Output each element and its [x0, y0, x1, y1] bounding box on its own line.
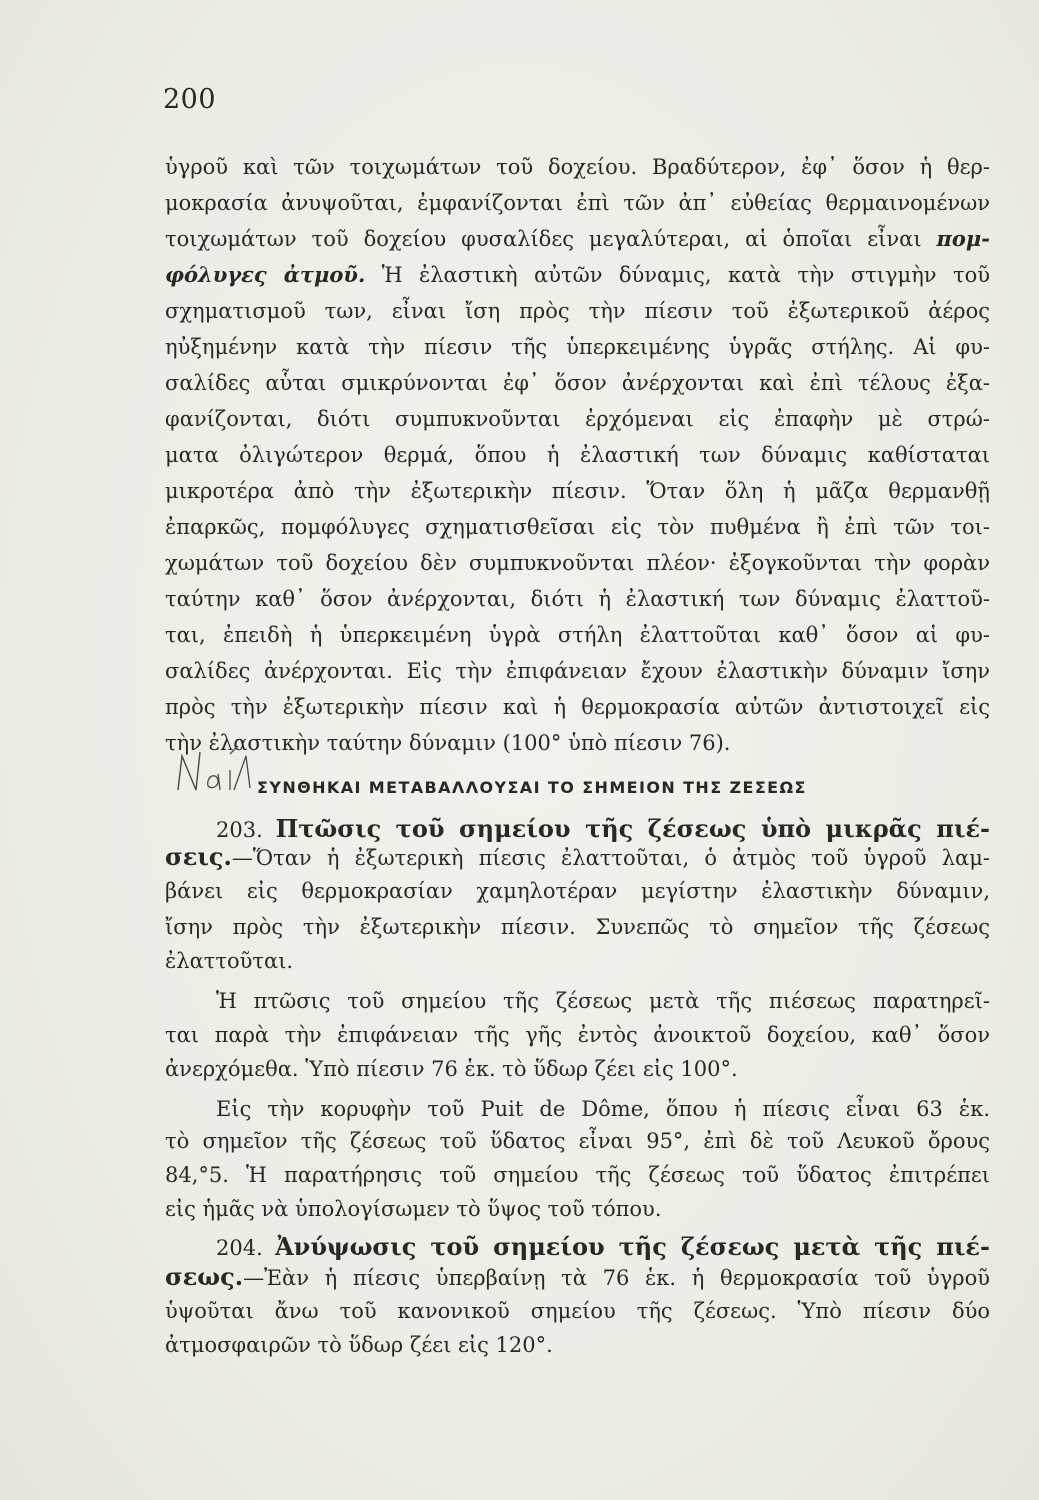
text-line: Ἡ πτῶσις τοῦ σημείου τῆς ζέσεως μετὰ τῆς πιέσεως παρατηρεῖ-: [216, 989, 990, 1013]
text-line: [165, 224, 990, 254]
text-line: σαλίδες ἀνέρχονται. Εἰς τὴν ἐπιφάνειαν ἔχουν ἐλαστικὴν δύναμιν ἴσην: [165, 659, 990, 683]
section-number: 204.: [216, 1236, 263, 1260]
text-line: ματα ὀλιγώτερον θερμά, ὅπου ἡ ἐλαστική των δύναμις καθίσταται: [165, 443, 990, 467]
section-title: Πτῶσις τοῦ σημείου τῆς ζέσεως ὑπὸ μικρᾶς πιέ-: [275, 814, 990, 843]
text-line: [165, 260, 990, 290]
text-line: χωμάτων τοῦ δοχείου δὲν συμπυκνοῦνται πλέον· ἐξογκοῦνται τὴν φορὰν: [165, 551, 990, 575]
text-line: ἐπαρκῶς, πομφόλυγες σχηματισθεῖσαι εἰς τὸν πυθμένα ἢ ἐπὶ τῶν τοι-: [165, 515, 990, 539]
text-line: ται, ἐπειδὴ ἡ ὑπερκειμένη ὑγρὰ στήλη ἐλαττοῦται καθ᾽ ὅσον αἱ φυ-: [165, 623, 990, 647]
section-number: 203.: [216, 818, 263, 842]
section-title-line: [216, 1230, 990, 1265]
text-line: ταύτην καθ᾽ ὅσον ἀνέρχονται, διότι ἡ ἐλαστική των δύναμις ἐλαττοῦ-: [165, 587, 990, 611]
text-line: ται παρὰ τὴν ἐπιφάνειαν τῆς γῆς ἐντὸς ἀνοικτοῦ δοχείου, καθ᾽ ὅσον: [165, 1023, 990, 1047]
italic-term: φόλυγες ἀτμοῦ.: [165, 262, 366, 287]
text-line: βάνει εἰς θερμοκρασίαν χαμηλοτέραν μεγίστην ἐλαστικὴν δύναμιν,: [165, 879, 990, 903]
text-line: φανίζονται, διότι συμπυκνοῦνται ἐρχόμεναι εἰς ἐπαφὴν μὲ στρώ-: [165, 407, 990, 431]
text-line: σαλίδες αὗται σμικρύνονται ἐφ᾽ ὅσον ἀνέρχονται καὶ ἐπὶ τέλους ἐξα-: [165, 371, 990, 395]
page-number: 200: [163, 84, 217, 115]
section-title: σεως.: [165, 1262, 244, 1291]
text-line: μοκρασία ἀνυψοῦται, ἐμφανίζονται ἐπὶ τῶν ἀπ᾽ εὐθείας θερμαινομένων: [165, 191, 990, 215]
text-line: ὑγροῦ καὶ τῶν τοιχωμάτων τοῦ δοχείου. Βραδύτερον, ἐφ᾽ ὅσον ἡ θερ-: [165, 155, 990, 179]
text-line: ἀτμοσφαιρῶν τὸ ὕδωρ ζέει εἰς 120°.: [165, 1333, 553, 1357]
text-line: ἐλαττοῦται.: [165, 949, 294, 973]
text-line: ὑψοῦται ἄνω τοῦ κανονικοῦ σημείου τῆς ζέσεως. Ὑπὸ πίεσιν δύο: [165, 1299, 990, 1323]
text-line: [165, 1262, 990, 1293]
text-line: ἴσην πρὸς τὴν ἐξωτερικὴν πίεσιν. Συνεπῶς τὸ σημεῖον τῆς ζέσεως: [165, 915, 990, 939]
text-span: —Ὅταν ἡ ἐξωτερικὴ πίεσις ἐλαττοῦται, ὁ ἀτμὸς τοῦ ὑγροῦ λαμ-: [231, 846, 990, 870]
section-heading: ΣΥΝΘΗΚΑΙ ΜΕΤΑΒΑΛΛΟΥΣΑΙ ΤΟ ΣΗΜΕΙΟΝ ΤΗΣ ΖΕΣΕΩΣ: [257, 778, 807, 797]
italic-term: πομ-: [936, 226, 990, 251]
text-line: πρὸς τὴν ἐξωτερικὴν πίεσιν καὶ ἡ θερμοκρασία αὐτῶν ἀντιστοιχεῖ εἰς: [165, 695, 990, 719]
text-span: —Ἐὰν ἡ πίεσις ὑπερβαίνῃ τὰ 76 ἑκ. ἡ θερμοκρασία τοῦ ὑγροῦ: [243, 1266, 990, 1290]
section-title: σεις.: [165, 842, 232, 871]
text-line: [165, 842, 990, 873]
section-title: Ἀνύψωσις τοῦ σημείου τῆς ζέσεως μετὰ τῆς πιέ-: [275, 1232, 990, 1261]
handwritten-note: [172, 742, 252, 802]
text-line: τὸ σημεῖον τῆς ζέσεως τοῦ ὕδατος εἶναι 95°, ἐπὶ δὲ τοῦ Λευκοῦ ὄρους: [165, 1129, 990, 1153]
text-line: ηὐξημένην κατὰ τὴν πίεσιν τῆς ὑπερκειμένης ὑγρᾶς στήλης. Αἱ φυ-: [165, 335, 990, 359]
text-span: τοιχωμάτων τοῦ δοχείου φυσαλίδες μεγαλύτεραι, αἱ ὁποῖαι εἶναι: [165, 227, 922, 251]
text-line: τὴν ἐλαστικὴν ταύτην δύναμιν (100° ὑπὸ πίεσιν 76).: [165, 731, 731, 755]
text-line: μικροτέρα ἀπὸ τὴν ἐξωτερικὴν πίεσιν. Ὅταν ὅλη ἡ μᾶζα θερμανθῇ: [165, 479, 990, 503]
text-line: Εἰς τὴν κορυφὴν τοῦ Puit de Dôme, ὅπου ἡ πίεσις εἶναι 63 ἑκ.: [216, 1097, 990, 1121]
text-line: σχηματισμοῦ των, εἶναι ἴση πρὸς τὴν πίεσιν τοῦ ἐξωτερικοῦ ἀέρος: [165, 299, 990, 323]
text-line: 84,°5. Ἡ παρατήρησις τοῦ σημείου τῆς ζέσεως τοῦ ὕδατος ἐπιτρέπει: [165, 1163, 990, 1187]
text-line: ἀνερχόμεθα. Ὑπὸ πίεσιν 76 ἑκ. τὸ ὕδωρ ζέει εἰς 100°.: [165, 1057, 738, 1081]
text-span: Ἡ ἐλαστικὴ αὐτῶν δύναμις, κατὰ τὴν στιγμὴν τοῦ: [381, 263, 990, 287]
text-line: εἰς ἡμᾶς νὰ ὑπολογίσωμεν τὸ ὕψος τοῦ τόπου.: [165, 1197, 662, 1221]
